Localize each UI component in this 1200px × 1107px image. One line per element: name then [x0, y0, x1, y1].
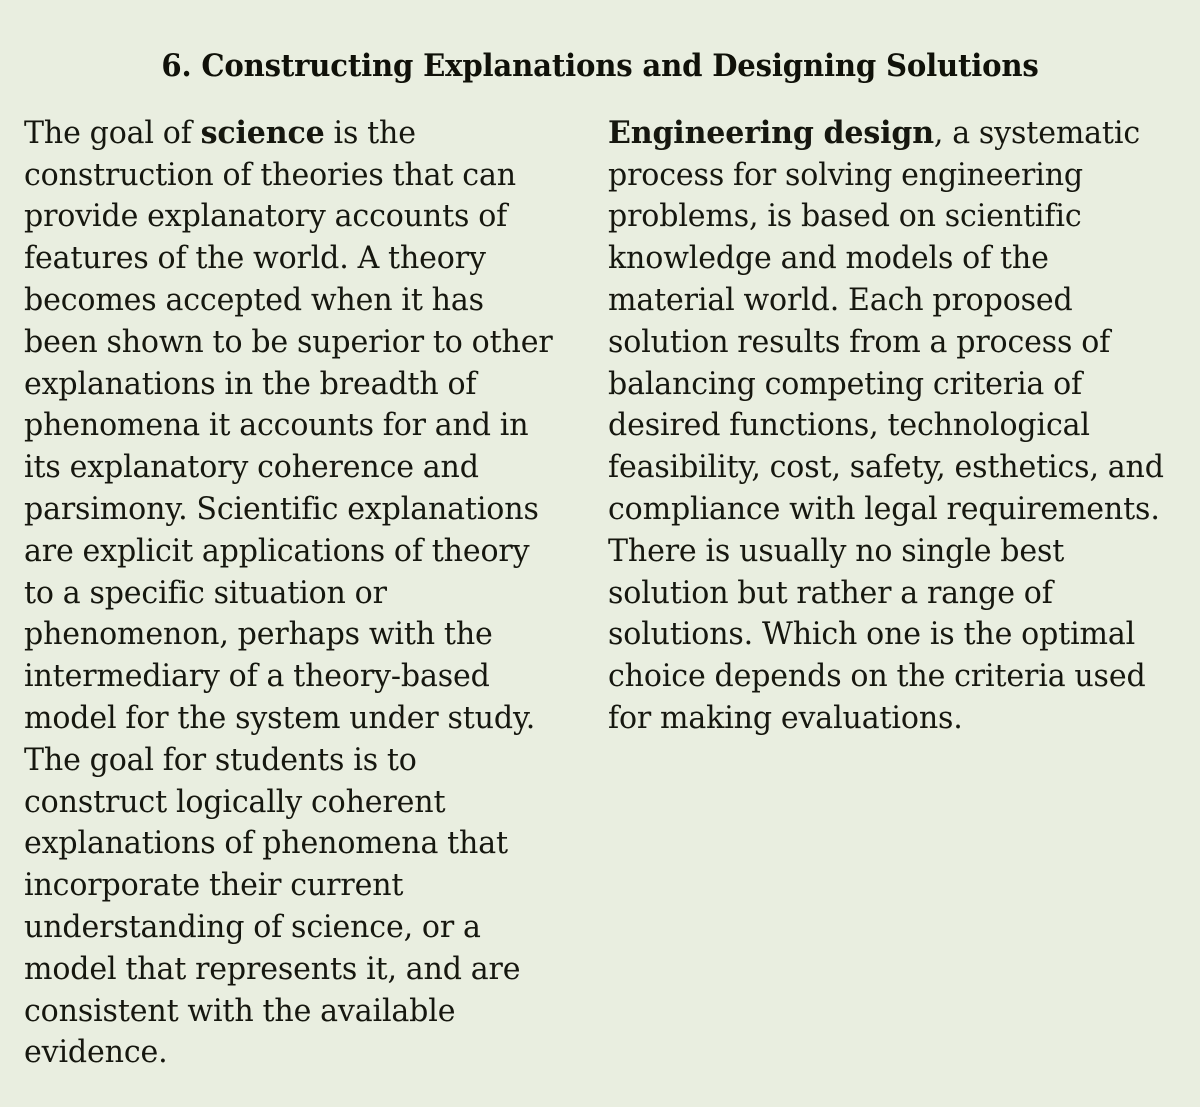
column-left	[24, 113, 584, 1074]
paragraph-science-prefix: The goal of	[24, 115, 201, 151]
paragraph-engineering-bold-term: Engineering design	[608, 114, 934, 151]
page-title: 6. Constructing Explanations and Designing Solutions	[161, 47, 1039, 84]
two-column-body	[0, 113, 1200, 1074]
paragraph-engineering	[608, 113, 1173, 740]
paragraph-science-bold-term: science	[200, 114, 325, 151]
column-right	[584, 113, 1182, 740]
paragraph-engineering-body: , a systematic process for solving engineering problems, is based on scientific knowledge and models of the material world. Each proposed solution results from a process of balancing competing criteria of desired functions, technological feasibility, cost, safety, esthetics, and compliance with legal requirements. There is usually no single best solution but rather a range of solutions. Which one is the optimal choice depends on the criteria used for making evaluations.	[608, 115, 1164, 736]
document-page	[0, 21, 1200, 1107]
paragraph-science-body: is the construction of theories that can provide explanatory accounts of features of the world. A theory becomes accepted when it has been shown to be superior to other explanations in the breadth of phenomena it accounts for and in its explanatory coherence and parsimony. Scientific explanations are explicit applications of theory to a specific situation or phenomenon, perhaps with the intermediary of a theory-based model for the system under study. The goal for students is to construct logically coherent explanations of phenomena that incorporate their current understanding of science, or a model that represents it, and are consistent with the available evidence.	[24, 115, 553, 1071]
paragraph-science	[24, 113, 560, 1074]
